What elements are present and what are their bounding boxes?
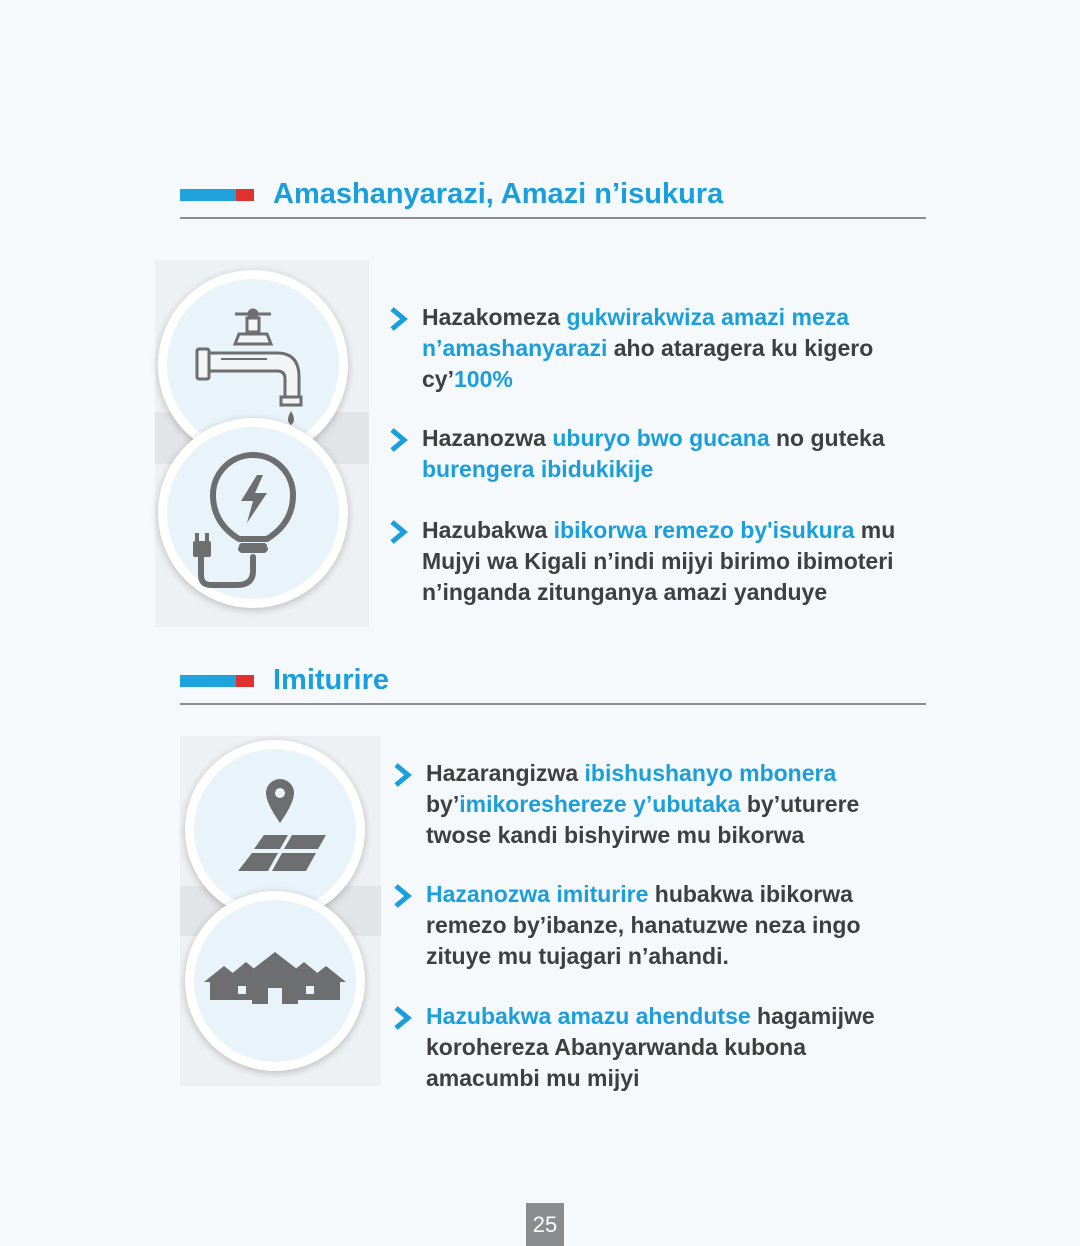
- section-header-utilities: [180, 177, 926, 219]
- page-number: 25: [526, 1203, 564, 1246]
- section-title: Amashanyarazi, Amazi n’isukura: [273, 178, 724, 210]
- chevron-right-icon: [388, 307, 410, 331]
- icon-panel-utilities: [155, 260, 369, 627]
- header-accent-bar: [180, 189, 254, 201]
- icon-panel-housing: [180, 736, 381, 1086]
- header-accent-bar: [180, 675, 254, 687]
- chevron-right-icon: [392, 763, 414, 787]
- lightbulb-plug-icon: [158, 418, 348, 608]
- chevron-right-icon: [392, 884, 414, 908]
- chevron-right-icon: [388, 520, 410, 544]
- chevron-right-icon: [388, 428, 410, 452]
- houses-icon: [185, 891, 365, 1071]
- section-header-housing: [180, 663, 926, 705]
- chevron-right-icon: [392, 1006, 414, 1030]
- section-title: Imiturire: [273, 664, 390, 696]
